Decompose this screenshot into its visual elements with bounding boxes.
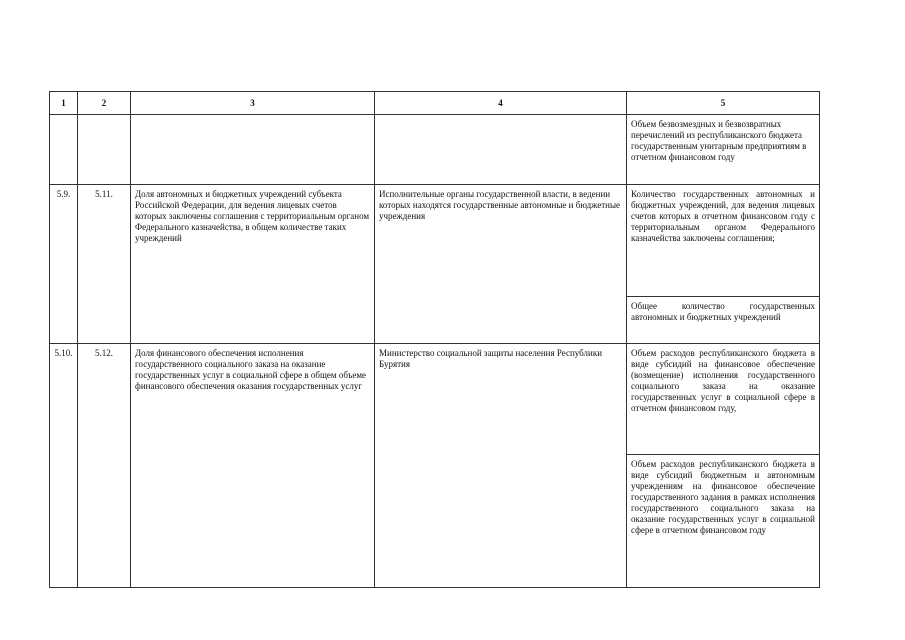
table-row: [50, 344, 820, 455]
cell-data-source: Общее количество государственных автономных и бюджетных учреждений: [627, 297, 820, 344]
cell-data-source: Объем безвозмездных и безвозвратных перечислений из республиканского бюджета государственным унитарным предприятиям в отчетном финансовом году: [627, 115, 820, 185]
indicators-table: [49, 91, 820, 588]
cell-empty: [375, 115, 627, 185]
cell-data-source: Объем расходов республиканского бюджета в виде субсидий на финансовое обеспечение (возмещение) исполнения государственного социального заказа на оказание государственных услуг в социальной сфере в отчетном финансовом году,: [627, 344, 820, 455]
cell-row-number: 5.10.: [50, 344, 78, 588]
header-col-2: 2: [78, 92, 131, 115]
header-col-5: 5: [627, 92, 820, 115]
cell-indicator-name: Доля финансового обеспечения исполнения государственного социального заказа на оказание государственных услуг в социальной сфере в общем объеме финансового обеспечения оказания государственных услуг: [131, 344, 375, 588]
cell-empty: [131, 115, 375, 185]
header-col-4: 4: [375, 92, 627, 115]
cell-data-source: Количество государственных автономных и бюджетных учреждений, для ведения лицевых счетов которых в отчетном финансовом году с территориальным органом Федерального казначейства заключены соглашения;: [627, 185, 820, 297]
cell-indicator-number: 5.11.: [78, 185, 131, 344]
table-row: [50, 185, 820, 297]
cell-data-source: Объем расходов республиканского бюджета в виде субсидий бюджетным и автономным учреждениям на финансовое обеспечение государственного задания в рамках исполнения государственного социального заказа на оказание государственных услуг в социальной сфере в отчетном финансовом году: [627, 455, 820, 588]
cell-indicator-number: 5.12.: [78, 344, 131, 588]
cell-empty: [78, 115, 131, 185]
cell-empty: [50, 115, 78, 185]
table-row-continuation: [50, 115, 820, 185]
header-col-3: 3: [131, 92, 375, 115]
header-col-1: 1: [50, 92, 78, 115]
cell-responsible-body: Исполнительные органы государственной власти, в ведении которых находятся государственные автономные и бюджетные учреждения: [375, 185, 627, 344]
header-row: [50, 92, 820, 115]
cell-indicator-name: Доля автономных и бюджетных учреждений субъекта Российской Федерации, для ведения лицевых счетов которых заключены соглашения с территориальным органом Федерального казначейства, в общем количестве таких учреждений: [131, 185, 375, 344]
cell-responsible-body: Министерство социальной защиты населения Республики Бурятия: [375, 344, 627, 588]
cell-row-number: 5.9.: [50, 185, 78, 344]
